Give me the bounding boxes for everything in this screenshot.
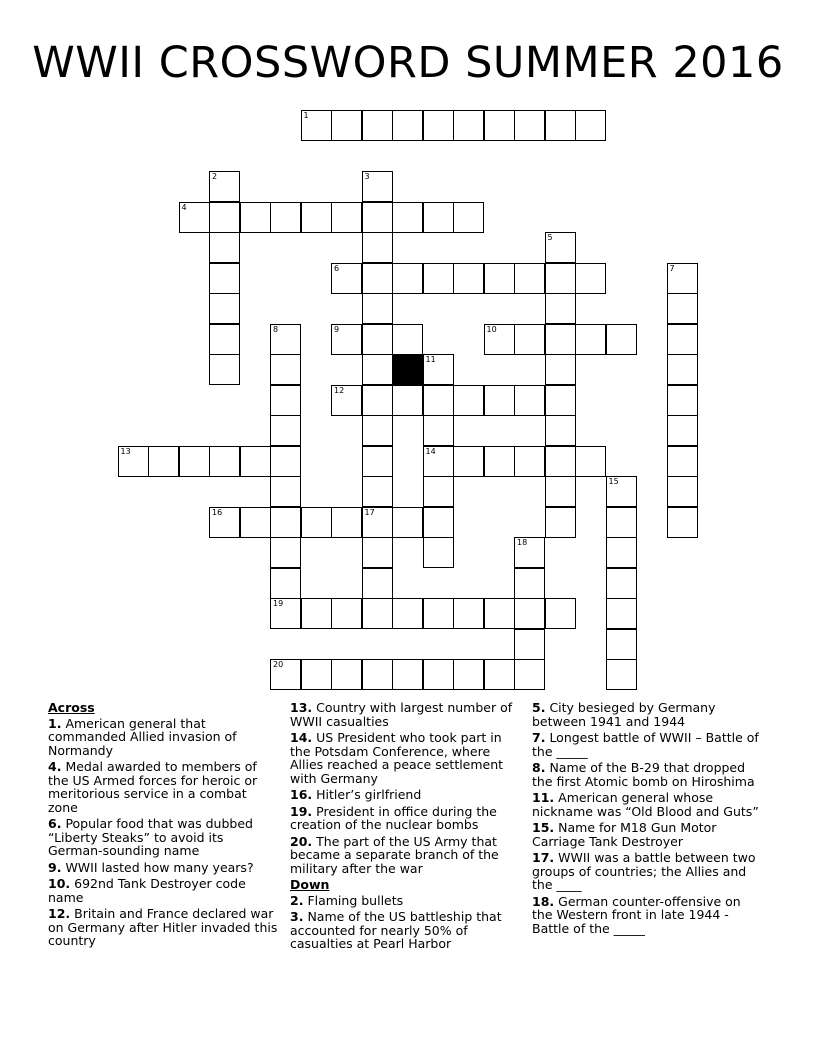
- clue-item: [48, 717, 280, 758]
- clue-item-number: 9.: [48, 859, 62, 875]
- grid-cell[interactable]: [453, 659, 484, 690]
- grid-cell[interactable]: [453, 446, 484, 477]
- grid-cell[interactable]: [423, 446, 454, 477]
- grid-cell[interactable]: [545, 354, 576, 385]
- grid-cell[interactable]: [545, 232, 576, 263]
- grid-cell[interactable]: [270, 354, 301, 385]
- grid-cell[interactable]: [209, 446, 240, 477]
- clue-number: 1: [303, 111, 309, 120]
- clue-item: [532, 821, 764, 848]
- grid-cell[interactable]: [606, 476, 637, 507]
- clue-item-text: German counter-offensive on the Western front in late 1944 - Battle of the _____: [532, 893, 741, 936]
- clue-number: 19: [273, 599, 284, 608]
- grid-cell[interactable]: [240, 446, 271, 477]
- clue-item: [532, 895, 764, 936]
- grid-cell[interactable]: [514, 537, 545, 568]
- across-clue-list-1: [48, 717, 280, 948]
- grid-cell[interactable]: [362, 415, 393, 446]
- grid-cell[interactable]: [240, 202, 271, 233]
- clue-item: [532, 761, 764, 788]
- grid-cell[interactable]: [484, 324, 515, 355]
- grid-cell[interactable]: [453, 263, 484, 294]
- clue-number: 13: [120, 446, 131, 456]
- grid-cell[interactable]: [270, 598, 301, 629]
- grid-cell[interactable]: [667, 293, 698, 324]
- clue-number: 10: [486, 324, 497, 334]
- grid-cell[interactable]: [484, 598, 515, 629]
- grid-cell[interactable]: [514, 598, 545, 629]
- grid-cell[interactable]: [423, 263, 454, 294]
- clue-item: [48, 861, 280, 875]
- clue-item-text: American general whose nickname was “Old Blood and Guts”: [532, 790, 759, 819]
- grid-cell[interactable]: [301, 659, 332, 690]
- grid-cell[interactable]: [514, 446, 545, 477]
- clue-item: [290, 701, 520, 728]
- clue-number: 16: [212, 507, 223, 517]
- grid-cell[interactable]: [453, 202, 484, 233]
- clue-item: [532, 851, 764, 892]
- grid-cell[interactable]: [575, 110, 606, 141]
- grid-cell[interactable]: [606, 598, 637, 629]
- clue-number: 15: [608, 477, 619, 486]
- grid-cell[interactable]: [514, 568, 545, 599]
- clue-item-text: Flaming bullets: [307, 892, 404, 908]
- clue-item: [532, 701, 764, 728]
- grid-cell[interactable]: [331, 263, 362, 294]
- grid-cell[interactable]: [331, 659, 362, 690]
- clue-number: 4: [181, 202, 187, 212]
- grid-cell[interactable]: [667, 476, 698, 507]
- across-header: Across: [48, 700, 95, 715]
- grid-cell[interactable]: [545, 324, 576, 355]
- grid-cell[interactable]: [331, 324, 362, 355]
- grid-cell[interactable]: [362, 537, 393, 568]
- grid-cell[interactable]: [270, 202, 301, 233]
- clue-item-number: 12.: [48, 906, 71, 921]
- grid-cell[interactable]: [453, 385, 484, 416]
- grid-cell[interactable]: [484, 385, 515, 416]
- clue-item-text: WWII lasted how many years?: [65, 859, 254, 875]
- grid-cell[interactable]: [240, 507, 271, 538]
- grid-cell[interactable]: [331, 507, 362, 538]
- grid-cell[interactable]: [270, 476, 301, 507]
- clue-item: [290, 805, 520, 832]
- grid-cell[interactable]: [423, 385, 454, 416]
- grid-cell[interactable]: [209, 354, 240, 385]
- grid-cell[interactable]: [362, 659, 393, 690]
- down-clue-list-1: [290, 894, 520, 951]
- grid-cell[interactable]: [362, 568, 393, 599]
- grid-cell[interactable]: [392, 598, 423, 629]
- grid-cell[interactable]: [423, 598, 454, 629]
- clue-item-text: Name of the B-29 that dropped the first Atomic bomb on Hiroshima: [532, 760, 755, 789]
- grid-cell[interactable]: [331, 202, 362, 233]
- grid-cell[interactable]: [362, 476, 393, 507]
- clue-item-text: Hitler’s girlfriend: [316, 787, 422, 802]
- grid-cell[interactable]: [545, 110, 576, 141]
- grid-cell[interactable]: [331, 385, 362, 416]
- clue-number: 2: [212, 172, 218, 181]
- clue-item-number: 18.: [532, 893, 555, 909]
- grid-cell[interactable]: [606, 537, 637, 568]
- clue-item-text: Popular food that was dubbed “Liberty Steaks” to avoid its German-sounding name: [48, 816, 253, 858]
- grid-cell[interactable]: [209, 324, 240, 355]
- grid-cell[interactable]: [362, 171, 393, 202]
- clue-item-text: Longest battle of WWII – Battle of the _____: [532, 730, 759, 759]
- grid-cell[interactable]: [392, 659, 423, 690]
- grid-cell[interactable]: [423, 202, 454, 233]
- grid-cell[interactable]: [545, 293, 576, 324]
- grid-cell[interactable]: [209, 293, 240, 324]
- grid-cell[interactable]: [667, 507, 698, 538]
- clue-number: 17: [364, 507, 375, 517]
- grid-cell[interactable]: [514, 110, 545, 141]
- grid-cell[interactable]: [362, 202, 393, 233]
- clue-item-text: 692nd Tank Destroyer code name: [48, 876, 246, 905]
- clue-item-number: 10.: [48, 876, 71, 891]
- grid-cell[interactable]: [545, 507, 576, 538]
- grid-cell[interactable]: [545, 446, 576, 477]
- grid-cell[interactable]: [484, 659, 515, 690]
- clue-item-text: Medal awarded to members of the US Armed forces for heroic or meritorious service in a combat zone: [48, 759, 258, 815]
- grid-cell[interactable]: [423, 415, 454, 446]
- clue-item-number: 1.: [48, 715, 62, 731]
- grid-cell[interactable]: [209, 171, 240, 202]
- across-clue-list-2: [290, 701, 520, 875]
- clue-item-number: 6.: [48, 816, 62, 831]
- grid-cell[interactable]: [392, 110, 423, 141]
- clue-item: [290, 731, 520, 785]
- grid-cell[interactable]: [362, 263, 393, 294]
- grid-cell[interactable]: [270, 659, 301, 690]
- clue-item-number: 16.: [290, 787, 313, 802]
- clue-item-number: 19.: [290, 803, 313, 819]
- grid-cell[interactable]: [362, 324, 393, 355]
- grid-cell[interactable]: [301, 110, 332, 141]
- clue-item-number: 14.: [290, 730, 313, 745]
- grid-cell[interactable]: [301, 598, 332, 629]
- grid-cell[interactable]: [545, 476, 576, 507]
- grid-cell[interactable]: [362, 385, 393, 416]
- grid-cell[interactable]: [423, 476, 454, 507]
- grid-cell[interactable]: [484, 110, 515, 141]
- grid-cell[interactable]: [118, 446, 149, 477]
- grid-cell[interactable]: [484, 446, 515, 477]
- down-header: Down: [290, 877, 330, 892]
- grid-cell[interactable]: [667, 385, 698, 416]
- clue-item: [48, 760, 280, 814]
- clue-item-text: Britain and France declared war on Germany after Hitler invaded this country: [48, 906, 278, 948]
- grid-cell[interactable]: [362, 110, 393, 141]
- clue-item: [48, 817, 280, 858]
- grid-cell[interactable]: [423, 110, 454, 141]
- clue-item: [48, 877, 280, 904]
- clues-column-2: [290, 701, 520, 954]
- clue-number: 6: [334, 263, 340, 273]
- clue-item-text: Name of the US battleship that accounted for nearly 50% of casualties at Pearl Harbor: [290, 909, 502, 951]
- grid-cell[interactable]: [667, 446, 698, 477]
- grid-cell[interactable]: [362, 598, 393, 629]
- clues-column-3: [532, 701, 764, 938]
- black-cell: [392, 354, 423, 385]
- clue-item-number: 13.: [290, 700, 313, 715]
- grid-cell[interactable]: [209, 202, 240, 233]
- page-title: WWII CROSSWORD SUMMER 2016: [32, 38, 784, 88]
- grid-cell[interactable]: [362, 507, 393, 538]
- grid-cell[interactable]: [270, 507, 301, 538]
- clue-item-number: 4.: [48, 759, 62, 774]
- grid-cell[interactable]: [423, 537, 454, 568]
- clue-item-number: 20.: [290, 833, 313, 849]
- down-clue-list-2: [532, 701, 764, 935]
- grid-cell[interactable]: [606, 507, 637, 538]
- grid-cell[interactable]: [331, 598, 362, 629]
- grid-cell[interactable]: [575, 324, 606, 355]
- grid-cell[interactable]: [545, 415, 576, 446]
- grid-cell[interactable]: [514, 385, 545, 416]
- clue-number: 3: [364, 172, 370, 181]
- grid-cell[interactable]: [301, 507, 332, 538]
- grid-cell[interactable]: [270, 385, 301, 416]
- grid-cell[interactable]: [270, 415, 301, 446]
- clue-number: 8: [273, 324, 279, 334]
- clue-item-number: 17.: [532, 850, 555, 865]
- grid-cell[interactable]: [667, 415, 698, 446]
- grid-cell[interactable]: [423, 507, 454, 538]
- clue-item: [290, 835, 520, 876]
- grid-cell[interactable]: [362, 354, 393, 385]
- grid-cell[interactable]: [209, 507, 240, 538]
- grid-cell[interactable]: [514, 263, 545, 294]
- grid-cell[interactable]: [270, 446, 301, 477]
- grid-cell[interactable]: [301, 202, 332, 233]
- clue-number: 14: [425, 446, 436, 456]
- grid-cell[interactable]: [179, 446, 210, 477]
- clue-number: 9: [334, 324, 340, 334]
- clue-item-text: WWII was a battle between two groups of countries; the Allies and the ____: [532, 850, 756, 892]
- clue-item-text: The part of the US Army that became a separate branch of the military after the war: [290, 833, 499, 876]
- grid-cell[interactable]: [545, 385, 576, 416]
- grid-cell[interactable]: [484, 263, 515, 294]
- clue-number: 12: [334, 385, 345, 395]
- clue-number: 18: [517, 538, 528, 547]
- grid-cell[interactable]: [423, 659, 454, 690]
- grid-cell[interactable]: [392, 324, 423, 355]
- grid-cell[interactable]: [667, 354, 698, 385]
- clue-item: [290, 910, 520, 951]
- clue-item-text: Country with largest number of WWII casualties: [290, 700, 513, 729]
- grid-cell[interactable]: [453, 110, 484, 141]
- clue-item-number: 8.: [532, 760, 546, 775]
- clue-number: 11: [425, 355, 436, 364]
- clue-item-text: US President who took part in the Potsdam Conference, where Allies reached a peace settlement with Germany: [290, 730, 504, 786]
- grid-cell[interactable]: [331, 110, 362, 141]
- grid-cell[interactable]: [667, 324, 698, 355]
- clue-item: [290, 788, 520, 802]
- grid-cell[interactable]: [392, 202, 423, 233]
- grid-cell[interactable]: [606, 568, 637, 599]
- clue-item: [48, 907, 280, 948]
- grid-cell[interactable]: [392, 507, 423, 538]
- grid-cell[interactable]: [362, 446, 393, 477]
- clue-item-text: City besieged by Germany between 1941 and 1944: [532, 700, 716, 729]
- grid-cell[interactable]: [179, 202, 210, 233]
- grid-cell[interactable]: [514, 659, 545, 690]
- grid-cell[interactable]: [667, 263, 698, 294]
- clue-item-text: American general that commanded Allied invasion of Normandy: [48, 715, 237, 758]
- grid-cell[interactable]: [606, 659, 637, 690]
- clue-item: [532, 791, 764, 818]
- grid-cell[interactable]: [270, 568, 301, 599]
- grid-cell[interactable]: [209, 263, 240, 294]
- clue-item-number: 5.: [532, 700, 546, 715]
- grid-cell[interactable]: [606, 324, 637, 355]
- clue-item-number: 7.: [532, 730, 546, 745]
- grid-cell[interactable]: [148, 446, 179, 477]
- clue-item-number: 2.: [290, 892, 304, 908]
- clue-item-number: 11.: [532, 790, 555, 805]
- clue-item: [532, 731, 764, 758]
- grid-cell[interactable]: [575, 446, 606, 477]
- grid-cell[interactable]: [423, 354, 454, 385]
- clue-number: 5: [547, 233, 553, 242]
- grid-cell[interactable]: [270, 324, 301, 355]
- clue-item-number: 15.: [532, 820, 555, 835]
- grid-cell[interactable]: [575, 263, 606, 294]
- clue-number: 7: [669, 263, 675, 273]
- grid-cell[interactable]: [514, 324, 545, 355]
- clue-item-text: Name for M18 Gun Motor Carriage Tank Destroyer: [532, 820, 717, 849]
- grid-cell[interactable]: [270, 537, 301, 568]
- grid-cell[interactable]: [545, 598, 576, 629]
- clue-item-number: 3.: [290, 909, 304, 924]
- clue-item-text: President in office during the creation of the nuclear bombs: [290, 803, 497, 832]
- grid-cell[interactable]: [209, 232, 240, 263]
- grid-cell[interactable]: [453, 598, 484, 629]
- grid-cell[interactable]: [362, 232, 393, 263]
- grid-cell[interactable]: [514, 629, 545, 660]
- grid-cell[interactable]: [545, 263, 576, 294]
- grid-cell[interactable]: [392, 263, 423, 294]
- clue-number: 20: [273, 660, 284, 669]
- clue-item: [290, 894, 520, 908]
- grid-cell[interactable]: [392, 385, 423, 416]
- clues-column-1: [48, 701, 280, 951]
- grid-cell[interactable]: [362, 293, 393, 324]
- grid-cell[interactable]: [606, 629, 637, 660]
